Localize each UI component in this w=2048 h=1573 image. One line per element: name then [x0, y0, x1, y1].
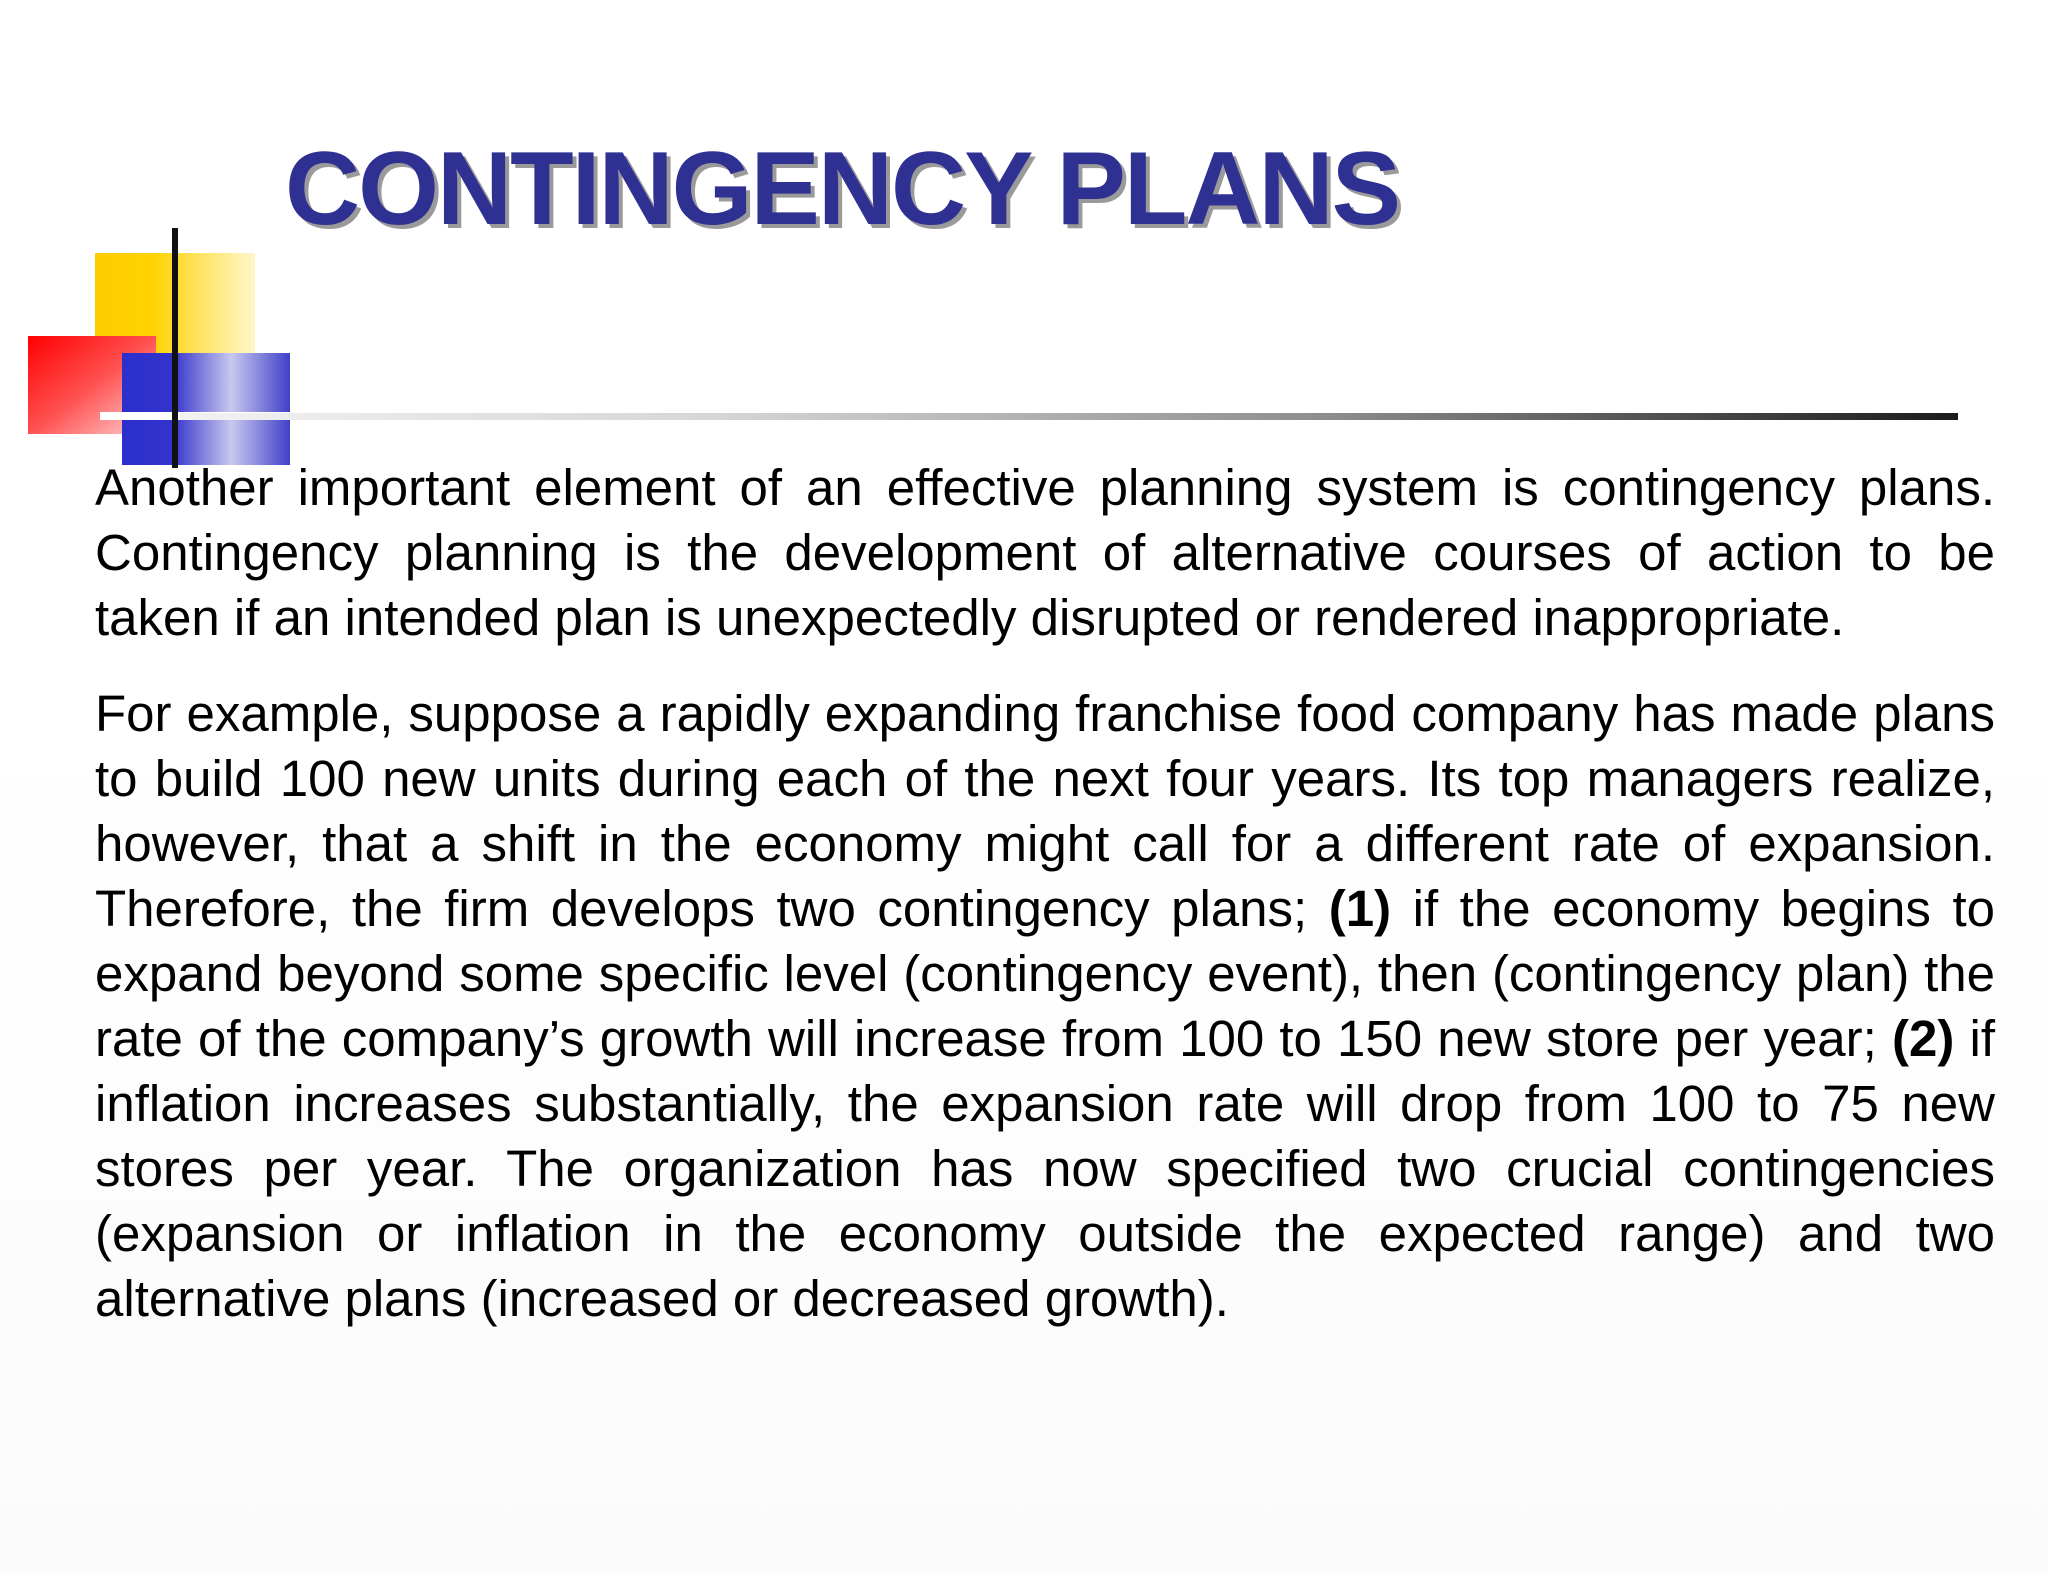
example-text-part-3: if inflation increases substantially, the expansion rate will drop from 100 to 75 new stores per year. The organization has now specified two crucial contingencies (expansion or inflation in the economy outside the expected range) and two alternative plans (increased or decreased growth).: [95, 1010, 1995, 1327]
paragraph-example: [95, 681, 1995, 1331]
title-underline-rule: [180, 413, 1958, 420]
example-text-part-2: if the economy begins to expand beyond some specific level (contingency event), then (contingency plan) the rate of the company’s growth will increase from 100 to 150 new store per year;: [95, 880, 1995, 1067]
paragraph-definition: Another important element of an effective planning system is contingency plans. Contingency planning is the development of alternative courses of action to be taken if an intended plan is unexpectedly disrupted or rendered inappropriate.: [95, 459, 1995, 646]
decorative-blocks-logo: [0, 0, 300, 480]
contingency-marker-1: (1): [1328, 880, 1392, 937]
slide-body: [95, 455, 1995, 1331]
vertical-line-shape: [172, 228, 178, 468]
blue-square-shape: [122, 353, 290, 465]
example-text-part-1: For example, suppose a rapidly expanding franchise food company has made plans to build 100 new units during each of the next four years. Its top managers realize, however, that a shift in the economy might call for a different rate of expansion. Therefore, the firm develops two contingency plans;: [95, 685, 1995, 937]
contingency-marker-2: (2): [1891, 1010, 1955, 1067]
slide-title: CONTINGENCY PLANS: [285, 131, 1399, 247]
